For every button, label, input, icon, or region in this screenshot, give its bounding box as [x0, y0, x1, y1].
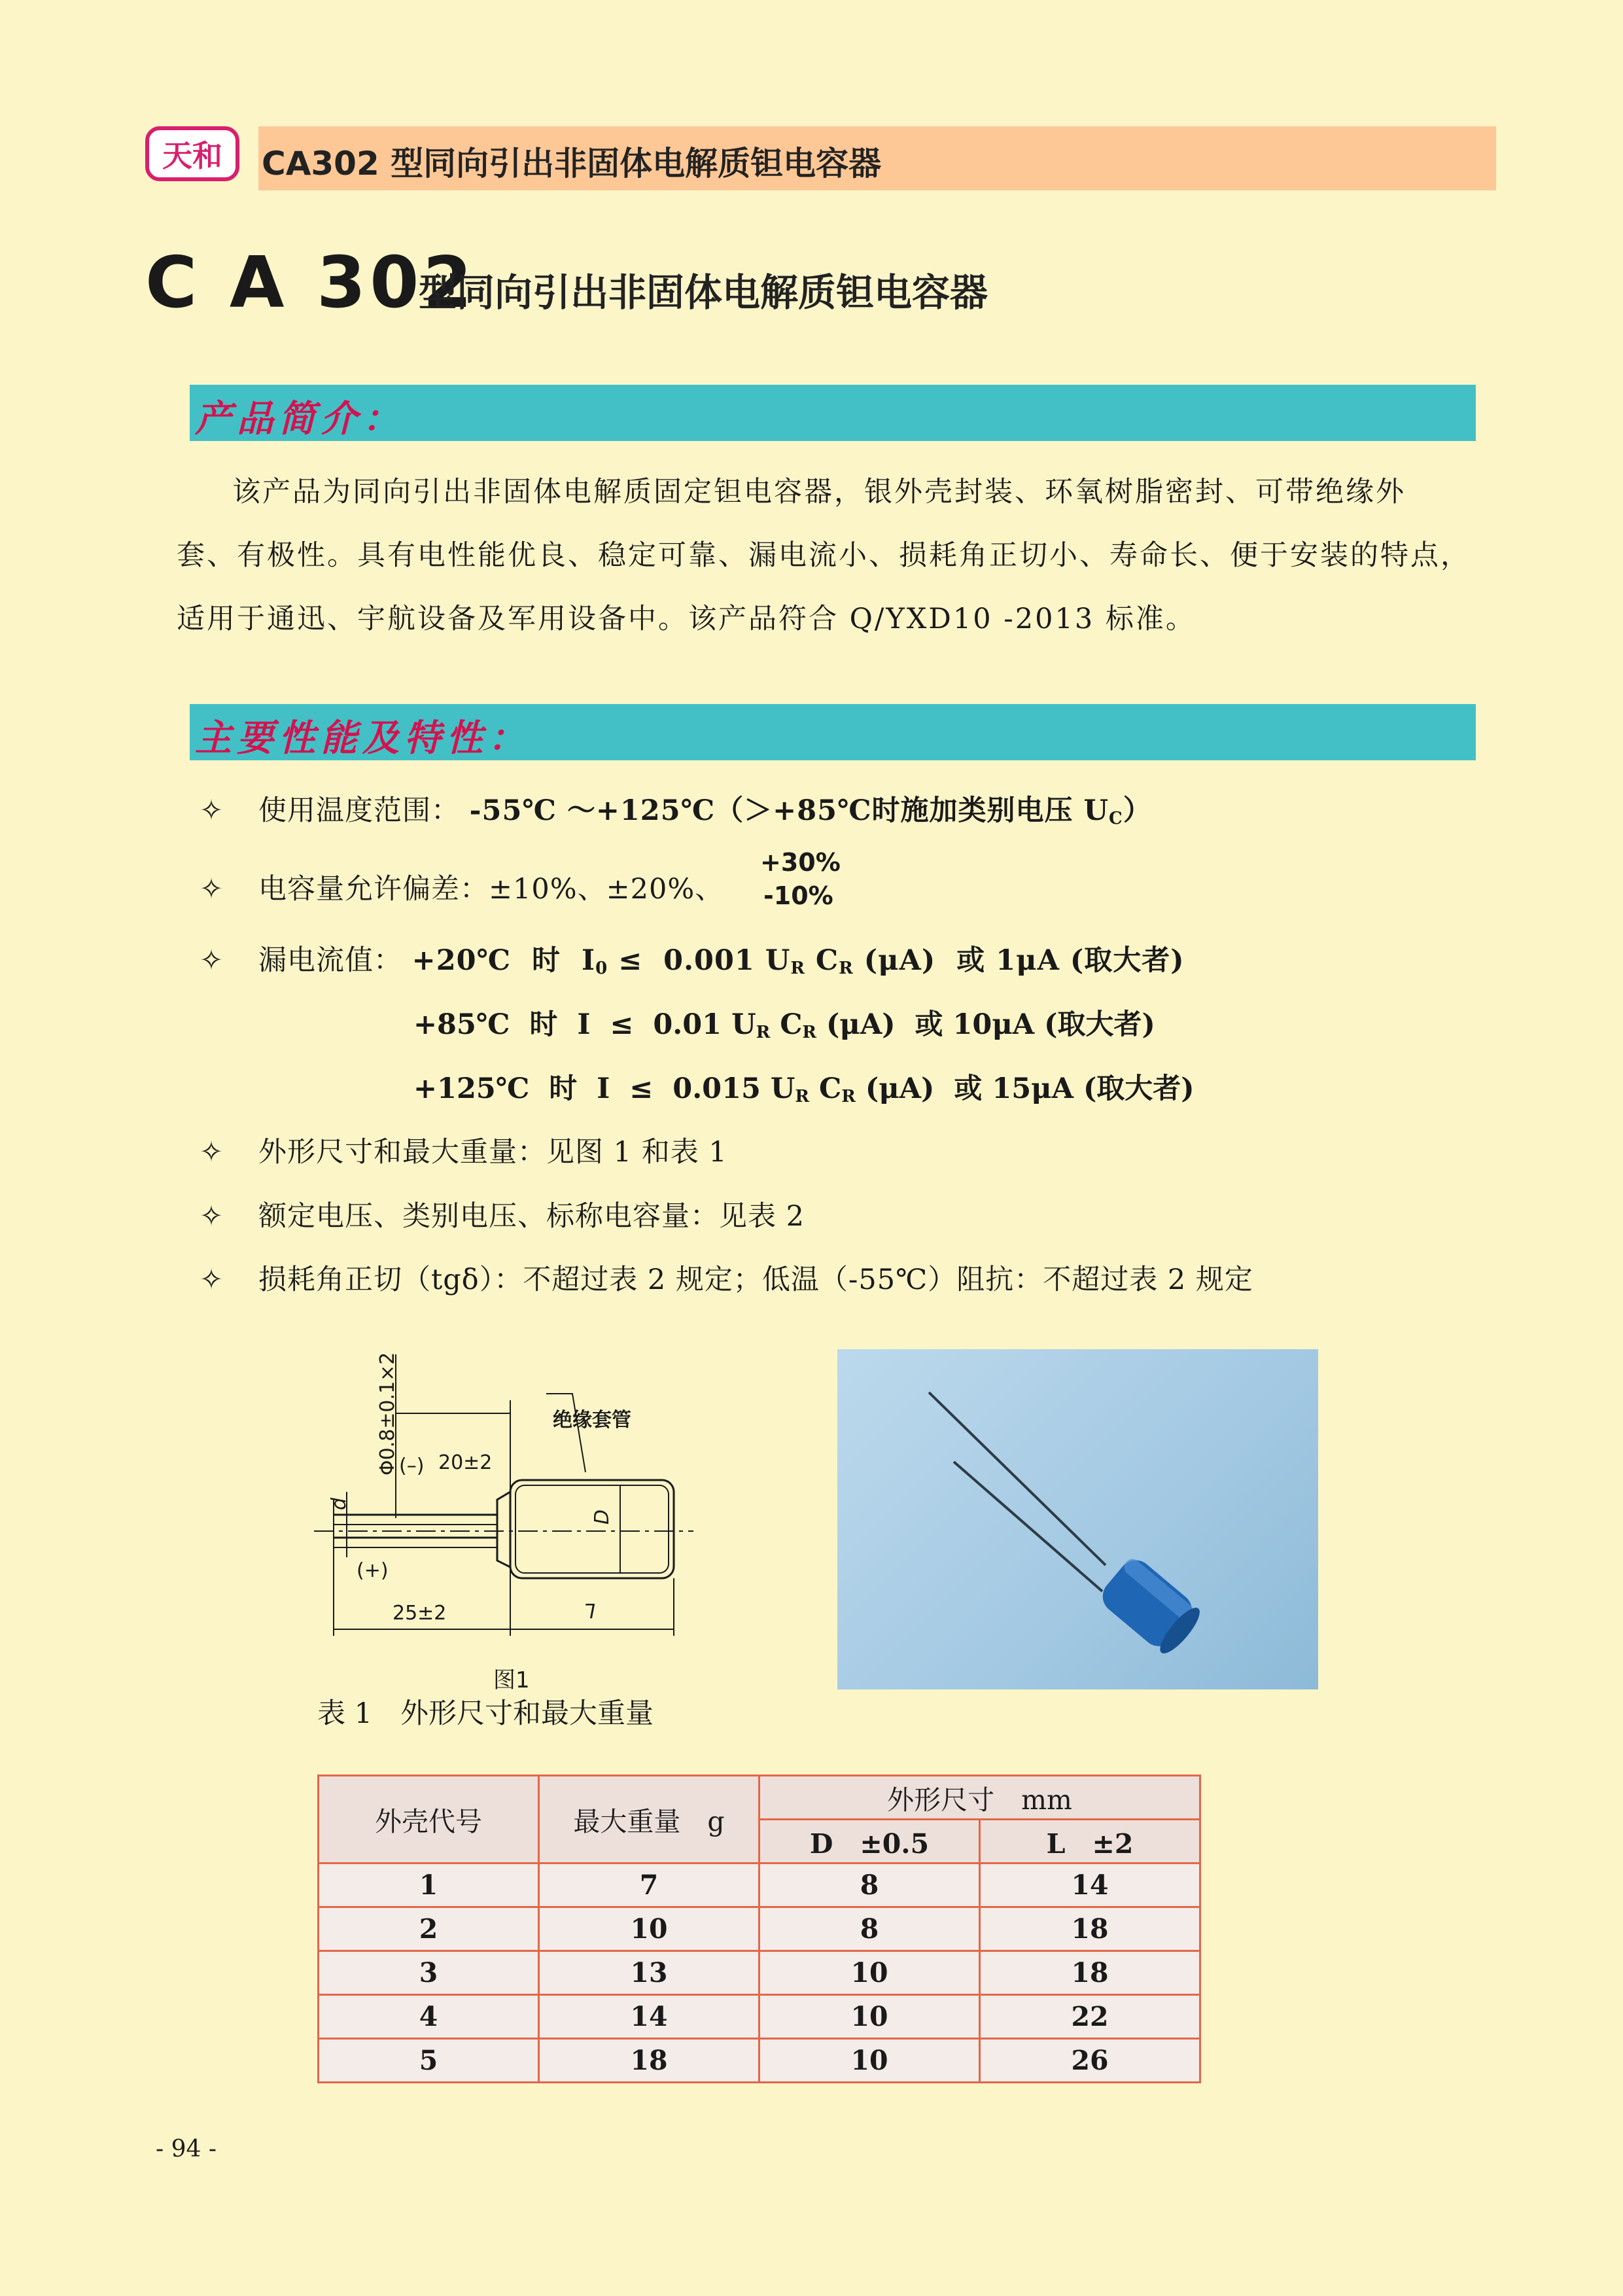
logo-text: 天和: [162, 138, 222, 173]
leak-sym: I: [577, 1008, 591, 1041]
intro-line-1: 该产品为同向引出非固体电解质固定钽电容器，银外壳封装、环氧树脂密封、可带绝缘外: [232, 476, 1406, 508]
label-D: D: [591, 1509, 614, 1525]
header-dims: 外形尺寸 mm: [759, 1776, 1200, 1820]
section-intro-label: 产品简介：: [195, 397, 404, 440]
label-plus: (+): [357, 1559, 389, 1582]
leak-cr: C: [780, 1008, 803, 1041]
leak-temp: +125℃: [413, 1072, 530, 1105]
leak-coef: 0.015: [672, 1072, 761, 1105]
feature-temperature-value: -55℃ ～+125℃（＞+85℃时施加类别电压 U: [469, 794, 1109, 827]
cell-weight: 14: [539, 1995, 759, 2039]
cell-D: 10: [759, 2039, 980, 2083]
leak-ur-sub: R: [790, 959, 805, 978]
page-title-model: C A 302: [145, 242, 476, 324]
cell-L: 18: [980, 1951, 1200, 1995]
capacitor-photo-icon: [837, 1349, 1318, 1689]
feature-loss-text: 损耗角正切（tgδ）：不超过表 2 规定；低温（-55℃）阻抗：不超过表 2 规定: [258, 1263, 1253, 1296]
label-L: L: [584, 1598, 595, 1621]
feature-tolerance: [200, 867, 724, 907]
feature-loss: [200, 1258, 1253, 1298]
feature-dimensions-text: 外形尺寸和最大重量：见图 1 和表 1: [258, 1136, 727, 1169]
bullet-icon: ✧: [200, 1200, 224, 1233]
leak-coef: 0.001: [663, 944, 755, 977]
label-sleeve: 绝缘套管: [553, 1409, 631, 1432]
leak-sym: I: [597, 1072, 610, 1105]
table-header-row: [319, 1776, 1200, 1820]
leak-cr-sub: R: [839, 959, 854, 978]
leak-when: 时: [532, 944, 561, 977]
leak-temp: +85℃: [413, 1008, 510, 1041]
cell-weight: 13: [539, 1951, 759, 1995]
sleeve-leader: [546, 1394, 585, 1472]
header-code: 外壳代号: [319, 1776, 539, 1863]
tolerance-lower: -10%: [763, 881, 833, 910]
bullet-icon: ✧: [200, 873, 224, 906]
leak-or: 或: [954, 1072, 983, 1105]
dimensions-table: [317, 1775, 1201, 2083]
label-lead-dia: Φ0.8±0.1×2: [376, 1352, 399, 1475]
leak-when: 时: [529, 1008, 558, 1041]
table-row: [319, 1907, 1200, 1951]
leak-when: 时: [549, 1072, 578, 1105]
leak-cmp: ≤: [610, 1008, 634, 1041]
feature-temperature: [200, 788, 1152, 828]
page-number: - 94 -: [156, 2136, 217, 2163]
tolerance-upper: +30%: [760, 848, 841, 877]
feature-dimensions: [200, 1130, 727, 1170]
cell-L: 14: [980, 1863, 1200, 1907]
leak-ur-sub: R: [756, 1023, 771, 1042]
cell-code: 2: [319, 1907, 539, 1951]
capacitor-sleeve: [515, 1485, 669, 1573]
leak-unit: (μA): [864, 944, 936, 977]
table-caption: 表 1 外形尺寸和最大重量: [317, 1697, 654, 1730]
header-weight: 最大重量 g: [539, 1776, 759, 1863]
leak-ur: U: [731, 1008, 756, 1041]
leak-or: 或: [956, 944, 986, 977]
table-row: [319, 1951, 1200, 1995]
leak-alt: 1μA (取大者): [996, 944, 1185, 977]
feature-temperature-tail: ）: [1123, 794, 1152, 827]
header-title: CA302 型同向引出非固体电解质钽电容器: [262, 145, 882, 183]
header-D: D ±0.5: [759, 1820, 980, 1863]
bullet-icon: ✧: [200, 1263, 224, 1296]
bullet-icon: ✧: [200, 1136, 224, 1169]
brand-logo: [145, 126, 239, 181]
leak-ur-sub: R: [795, 1087, 810, 1106]
cell-D: 8: [759, 1907, 980, 1951]
table-row: [319, 2039, 1200, 2083]
leak-cr: C: [819, 1072, 842, 1105]
leakage-row-125: [413, 1067, 1195, 1106]
dimension-drawing: [307, 1335, 713, 1701]
leak-alt: 10μA (取大者): [952, 1008, 1155, 1041]
leak-coef: 0.01: [653, 1008, 722, 1041]
capacitor-body: [510, 1480, 674, 1578]
figure-caption: 图1: [493, 1667, 530, 1693]
section-features-label: 主要性能及特性：: [195, 716, 530, 760]
label-d: d: [328, 1497, 351, 1510]
cell-D: 10: [759, 1995, 980, 2039]
capacitor-endcap: [497, 1492, 510, 1567]
leak-ur: U: [765, 944, 791, 977]
label-25: 25±2: [393, 1602, 447, 1625]
leak-unit: (μA): [826, 1008, 896, 1041]
intro-line-2: 套、有极性。具有电性能优良、稳定可靠、漏电流小、损耗角正切小、寿命长、便于安装的特点，: [177, 539, 1471, 572]
cell-L: 18: [980, 1907, 1200, 1951]
page-title-name: 型同向引出非固体电解质钽电容器: [419, 270, 988, 315]
leak-sym: I: [581, 944, 596, 977]
cell-D: 10: [759, 1951, 980, 1995]
header-L: L ±2: [980, 1820, 1200, 1863]
feature-ratings: [200, 1194, 805, 1234]
cell-L: 26: [980, 2039, 1200, 2083]
cell-weight: 7: [539, 1863, 759, 1907]
feature-leakage: [200, 938, 1185, 978]
section-intro-heading: [190, 385, 1476, 441]
leak-cmp: ≤: [629, 1072, 654, 1105]
leakage-row-85: [413, 1002, 1155, 1042]
table-row: [319, 1863, 1200, 1907]
leak-cmp: ≤: [618, 944, 643, 977]
label-20: 20±2: [438, 1451, 493, 1474]
label-minus: (–): [399, 1455, 425, 1477]
leak-alt: 15μA (取大者): [992, 1072, 1195, 1105]
feature-temperature-label: 使用温度范围：: [258, 794, 460, 827]
leak-sym-sub: 0: [595, 959, 608, 978]
leak-ur: U: [770, 1072, 795, 1105]
leak-unit: (μA): [865, 1072, 935, 1105]
table-row: [319, 1995, 1200, 2039]
bullet-icon: ✧: [200, 794, 224, 827]
feature-tolerance-label: 电容量允许偏差：±10%、±20%、: [258, 873, 724, 906]
cell-code: 5: [319, 2039, 539, 2083]
cell-weight: 10: [539, 1907, 759, 1951]
leak-temp: +20℃: [411, 944, 512, 977]
cell-code: 3: [319, 1951, 539, 1995]
section-features-heading: [190, 704, 1476, 760]
cell-L: 22: [980, 1995, 1200, 2039]
feature-ratings-text: 额定电压、类别电压、标称电容量：见表 2: [258, 1200, 805, 1233]
leak-cr: C: [815, 944, 839, 977]
bullet-icon: ✧: [200, 944, 224, 977]
leak-cr-sub: R: [802, 1023, 817, 1042]
cell-code: 1: [319, 1863, 539, 1907]
product-photo: [837, 1349, 1318, 1689]
cell-weight: 18: [539, 2039, 759, 2083]
leak-or: 或: [915, 1008, 943, 1041]
intro-line-3: 适用于通迅、宇航设备及军用设备中。该产品符合 Q/YXD10 -2013 标准。: [177, 603, 1196, 635]
leak-cr-sub: R: [841, 1087, 856, 1106]
feature-leakage-label: 漏电流值：: [258, 944, 402, 977]
feature-temperature-sub: C: [1109, 809, 1123, 828]
cell-D: 8: [759, 1863, 980, 1907]
cell-code: 4: [319, 1995, 539, 2039]
